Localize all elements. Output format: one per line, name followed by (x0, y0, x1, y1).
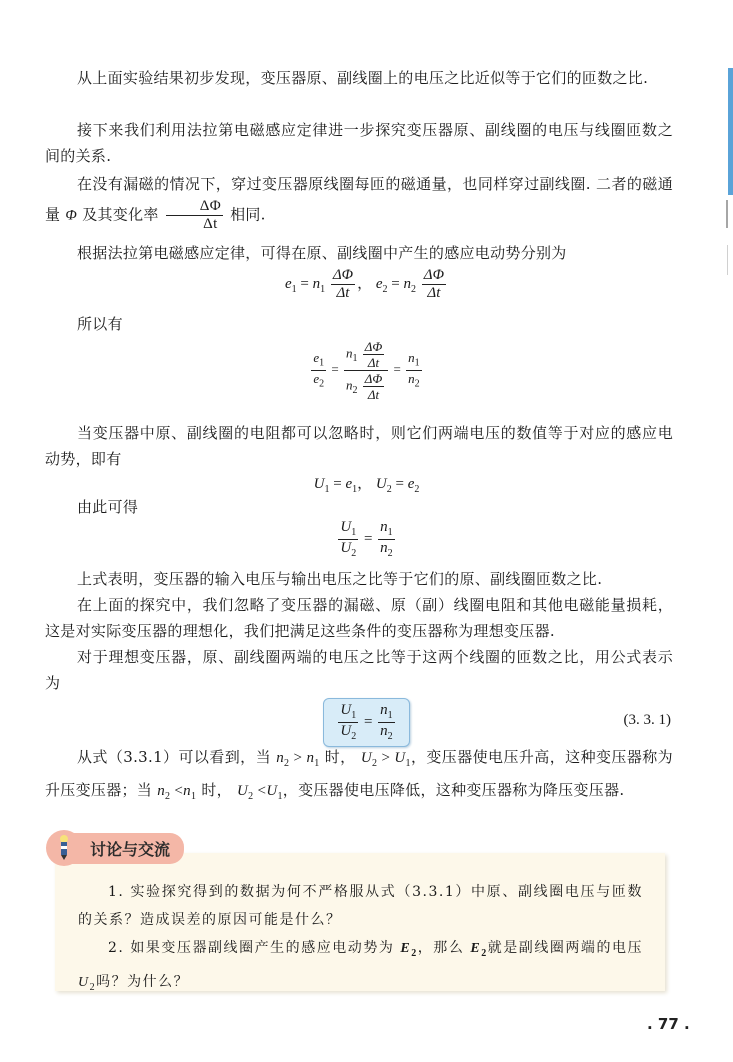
discussion-question-1: 1. 实验探究得到的数据为何不严格服从式（3.3.1）中原、副线圈电压与匝数的关系？造成误差的原因可能是什么？ (78, 884, 643, 928)
pencil-icon (57, 835, 71, 861)
paragraph-formula-intro: 对于理想变压器，原、副线圈两端的电压之比等于这两个线圈的匝数之比，用公式表示为 (45, 648, 673, 692)
phi-symbol: Φ (65, 207, 78, 224)
highlighted-formula-box: $\frac{U_1}{U_2}$ = $\frac{n_1}{n_2}$ (323, 698, 409, 747)
paragraph-intro: 从上面实验结果初步发现，变压器原、副线圈上的电压之比近似等于它们的匝数之比. (77, 69, 649, 87)
paragraph-step-up-down: 从式（3.3.1）可以看到，当 $n_2 > n_1$ 时， $U_2 > U_1$，变压器使电压升高，这种变压器称为升压变压器；当 $n_2 <n_1$ 时， $U_2 <U_1$，变压器使电压降低，这种变压器称为降压变压器. (45, 748, 673, 802)
paragraph-magnetic-flux: 在没有漏磁的情况下，穿过变压器原线圈每匝的磁通量，也同样穿过副线圈. 二者的磁通量 Φ 及其变化率 $\frac{\Delta\Phi}{\Delta t}$ 相同. (45, 175, 673, 232)
equation-number: (3. 3. 1) (623, 712, 671, 728)
paragraph-therefore: 所以有 (77, 315, 123, 333)
chapter-side-tab (728, 68, 733, 195)
paragraph-faraday: 根据法拉第电磁感应定律，可得在原、副线圈中产生的感应电动势分别为 (77, 244, 567, 262)
paragraph-next-step: 接下来我们利用法拉第电磁感应定律进一步探究变压器原、副线圈的电压与线圈匝数之间的关系. (45, 121, 673, 165)
side-tab-label (726, 200, 733, 228)
equation-voltage-emf: $U_1 = e_1$， $U_2 = e_2$ (313, 476, 420, 495)
paragraph-hence: 由此可得 (77, 498, 139, 516)
pencil-bulb-icon (46, 830, 82, 866)
equation-emf: $e_1 = n_1$ $\frac{\Delta\Phi}{\Delta t}$ ， $e_2 = n_2$ $\frac{\Delta\Phi}{\Delta t}$ (284, 267, 444, 301)
paragraph-conclusion: 上式表明，变压器的输入电压与输出电压之比等于它们的原、副线圈匝数之比. (77, 570, 603, 588)
discussion-header (46, 830, 184, 866)
paragraph-resistance-negligible: 当变压器中原、副线圈的电阻都可以忽略时，则它们两端电压的数值等于对应的感应电动势，即有 (45, 424, 673, 468)
discussion-question-2: 2. 如果变压器副线圈产生的感应电动势为 $E_2$，那么 $E_2$就是副线圈两端的电压 $U_2$吗？为什么？ (78, 940, 644, 993)
paragraph-ideal-transformer: 在上面的探究中，我们忽略了变压器的漏磁、原（副）线圈电阻和其他电磁能量损耗，这是对实际变压器的理想化，我们把满足这些条件的变压器称为理想变压器. (45, 596, 673, 640)
equation-voltage-ratio: $\frac{U_1}{U_2}$ = $\frac{n_1}{n_2}$ (340, 519, 393, 559)
discussion-title: 讨论与交流 (68, 833, 184, 864)
flux-rate-fraction: $\frac{\Delta\Phi}{\Delta t}$ (166, 199, 223, 232)
page-number: . 77 . (647, 1015, 690, 1033)
equation-emf-ratio: $\frac{e_1}{e_2}$ = $n_1$ $\frac{\Delta\Phi}{\Delta t}$ $n_2$ $\frac{\Delta\Phi}{\Delta t}$ = $\frac{n_1}{n_2}$ (313, 339, 420, 402)
